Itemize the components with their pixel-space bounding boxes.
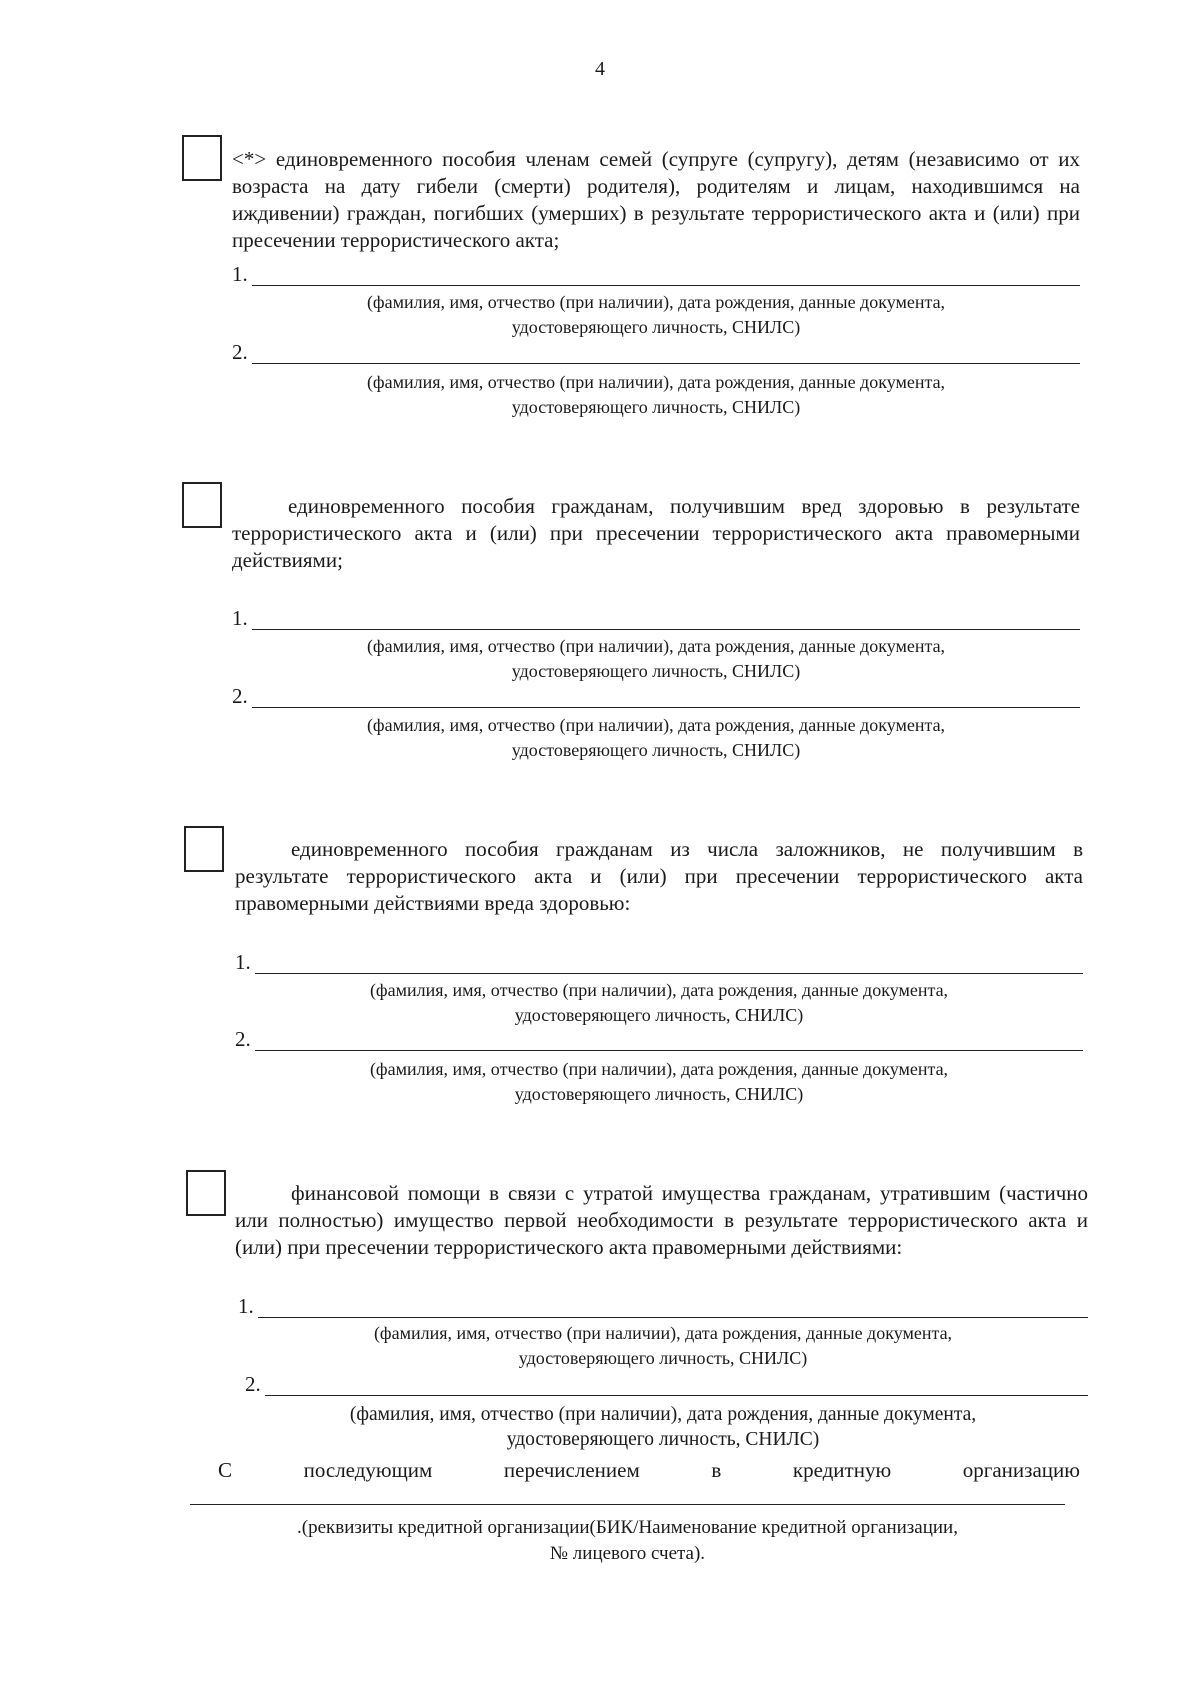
field-hostage-1[interactable] [235, 950, 1083, 974]
field-caption: (фамилия, имя, отчество (при наличии), дата рождения, данные документа, удостоверяющего личность, СНИЛС) [349, 1404, 977, 1450]
field-number: 2. [245, 1372, 261, 1396]
input-line[interactable] [252, 609, 1080, 630]
field-number: 1. [235, 950, 251, 974]
credit-word: кредитную [792, 1458, 892, 1482]
section-health-harm-text: единовременного пособия гражданам, получившим вред здоровью в результате террористического акта и (или) при пресечении террористического акта правомерными действиями; [232, 494, 1080, 572]
field-health-2[interactable] [232, 684, 1080, 708]
field-number: 1. [232, 262, 248, 286]
field-number: 1. [238, 1294, 254, 1318]
field-caption: (фамилия, имя, отчество (при наличии), дата рождения, данные документа, удостоверяющего личность, СНИЛС) [373, 1323, 953, 1368]
input-line[interactable] [255, 1030, 1083, 1051]
field-hostage-2[interactable] [235, 1027, 1083, 1051]
field-caption: (фамилия, имя, отчество (при наличии), дата рождения, данные документа, удостоверяющего личность, СНИЛС) [366, 292, 946, 337]
field-number: 2. [232, 684, 248, 708]
credit-word: организацию [962, 1458, 1080, 1482]
input-line[interactable] [265, 1375, 1088, 1396]
bank-details-input-line[interactable] [190, 1504, 1065, 1505]
checkbox-property-loss-aid[interactable] [186, 1170, 226, 1216]
credit-transfer-sentence [218, 1458, 1080, 1483]
section-hostage-text: единовременного пособия гражданам из числа заложников, не получившим в результате террористического акта и (или) при пресечении террористического акта правомерными действиями вреда здоровью: [235, 837, 1083, 915]
credit-word: последующим [303, 1458, 433, 1482]
field-caption: (фамилия, имя, отчество (при наличии), дата рождения, данные документа, удостоверяющего личность, СНИЛС) [366, 715, 946, 760]
section-property-loss-text: финансовой помощи в связи с утратой имущества гражданам, утратившим (частично или полностью) имущество первой необходимости в результате террористического акта и (или) при пресечении террористического акта правомерными действиями: [235, 1181, 1088, 1259]
page-number: 4 [595, 58, 605, 80]
section-family-benefit-text: <*> единовременного пособия членам семей (супруге (супругу), детям (независимо от их возраста на дату гибели (смерти) родителя), родителям и лицам, находившимся на иждивении) граждан, погибших (умерших) в результате террористического акта и (или) при пресечении террористического акта; [232, 147, 1080, 252]
field-family-2[interactable] [232, 340, 1080, 364]
field-property-2[interactable] [245, 1372, 1088, 1396]
field-number: 2. [232, 340, 248, 364]
field-number: 2. [235, 1027, 251, 1051]
checkbox-hostage-benefit[interactable] [184, 826, 224, 872]
checkbox-health-harm-benefit[interactable] [182, 482, 222, 528]
input-line[interactable] [252, 265, 1080, 286]
field-property-1[interactable] [238, 1294, 1088, 1318]
field-family-1[interactable] [232, 262, 1080, 286]
field-caption: (фамилия, имя, отчество (при наличии), дата рождения, данные документа, удостоверяющего личность, СНИЛС) [369, 980, 949, 1025]
field-number: 1. [232, 606, 248, 630]
bank-details-caption: .(реквизиты кредитной организации(БИК/Наименование кредитной организации, № лицевого счета). [297, 1517, 958, 1564]
field-health-1[interactable] [232, 606, 1080, 630]
credit-word: перечислением [503, 1458, 640, 1482]
input-line[interactable] [252, 687, 1080, 708]
input-line[interactable] [258, 1297, 1088, 1318]
checkbox-family-benefit[interactable] [182, 135, 222, 181]
input-line[interactable] [252, 343, 1080, 364]
credit-word: в [711, 1458, 722, 1482]
input-line[interactable] [255, 953, 1083, 974]
field-caption: (фамилия, имя, отчество (при наличии), дата рождения, данные документа, удостоверяющего личность, СНИЛС) [369, 1059, 949, 1104]
credit-word: С [218, 1458, 233, 1482]
field-caption: (фамилия, имя, отчество (при наличии), дата рождения, данные документа, удостоверяющего личность, СНИЛС) [366, 372, 946, 417]
field-caption: (фамилия, имя, отчество (при наличии), дата рождения, данные документа, удостоверяющего личность, СНИЛС) [366, 636, 946, 681]
